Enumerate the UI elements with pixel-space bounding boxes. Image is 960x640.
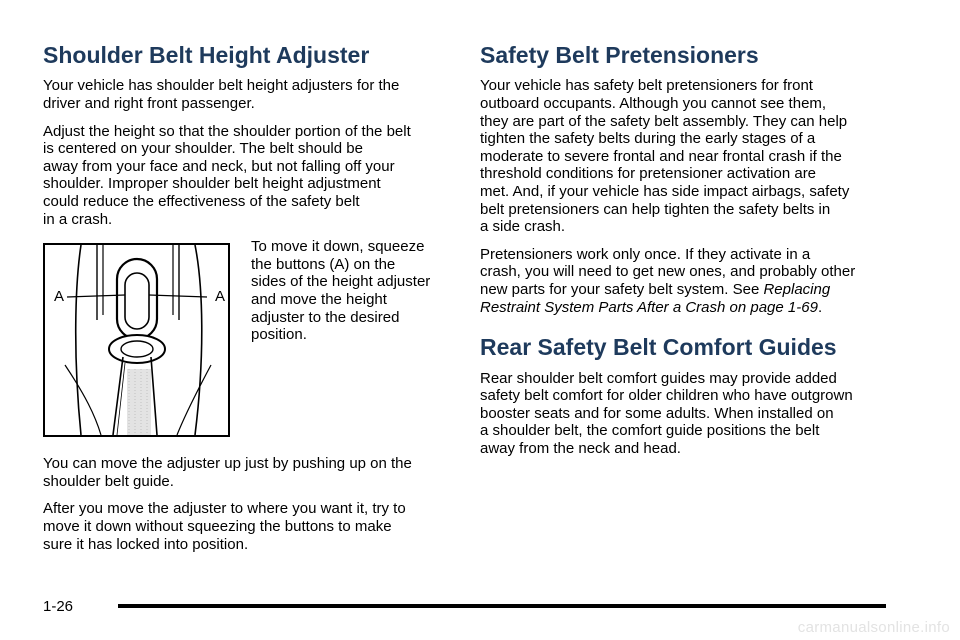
left-column (43, 42, 455, 563)
paragraph-pretensioners: Your vehicle has safety belt pretensioners for front outboard occupants. Although you cannot see them, they are part of the safety belt assembly. They can help tighten the safety belts during the early stages of a moderate to severe frontal and near frontal crash if the threshold conditions for pretensioner activation are met. And, if your vehicle has side impact airbags, safety belt pretensioners can help tighten the safety belts in a side crash. (480, 77, 850, 236)
activate-once-end: . (817, 298, 823, 316)
height-adjuster-illustration (43, 243, 230, 437)
paragraph-adjust: Adjust the height so that the shoulder portion of the belt is centered on your shoulder. The belt should be away from your face and neck, but not falling off your shoulder. Improper shoulder belt height adjustment could reduce the effectiveness of the safety belt in a crash. (43, 122, 411, 228)
cross-reference-link: Replacing Restraint System Parts After a Crash on page 1-69 (480, 280, 831, 316)
figure-label-a-right: A (215, 288, 226, 306)
paragraph-lock-check: After you move the adjuster to where you want it, try to move it down without squeezing the buttons to make sure it has locked into position. (43, 500, 406, 553)
paragraph-comfort-guides: Rear shoulder belt comfort guides may provide added safety belt comfort for older children who have outgrown booster seats and for some adults. When installed on a shoulder belt, the comfort guide positions the belt away from the neck and head. (480, 369, 853, 457)
paragraph-activate-once (480, 246, 892, 316)
figure-row (43, 238, 455, 437)
section-heading-shoulder-belt: Shoulder Belt Height Adjuster (43, 42, 370, 68)
section-heading-pretensioners: Safety Belt Pretensioners (480, 42, 759, 68)
figure-caption: To move it down, squeeze the buttons (A) on the sides of the height adjuster and move the height adjuster to the desired position. (251, 238, 431, 344)
figure-label-a-left: A (54, 288, 65, 306)
page-number: 1-26 (43, 598, 74, 615)
height-adjuster-drawing (45, 245, 228, 435)
watermark: carmanualsonline.info (797, 619, 950, 636)
section-heading-comfort-guides: Rear Safety Belt Comfort Guides (480, 334, 837, 361)
right-column (480, 42, 892, 468)
paragraph-intro: Your vehicle has shoulder belt height adjusters for the driver and right front passenger. (43, 77, 400, 113)
paragraph-move-up: You can move the adjuster up just by pushing up on the shoulder belt guide. (43, 455, 412, 490)
footer-rule (118, 604, 886, 608)
activate-once-text: Pretensioners work only once. If they activate in a crash, you will need to get new ones, and probably other new parts for your safety belt system. See (480, 245, 856, 298)
